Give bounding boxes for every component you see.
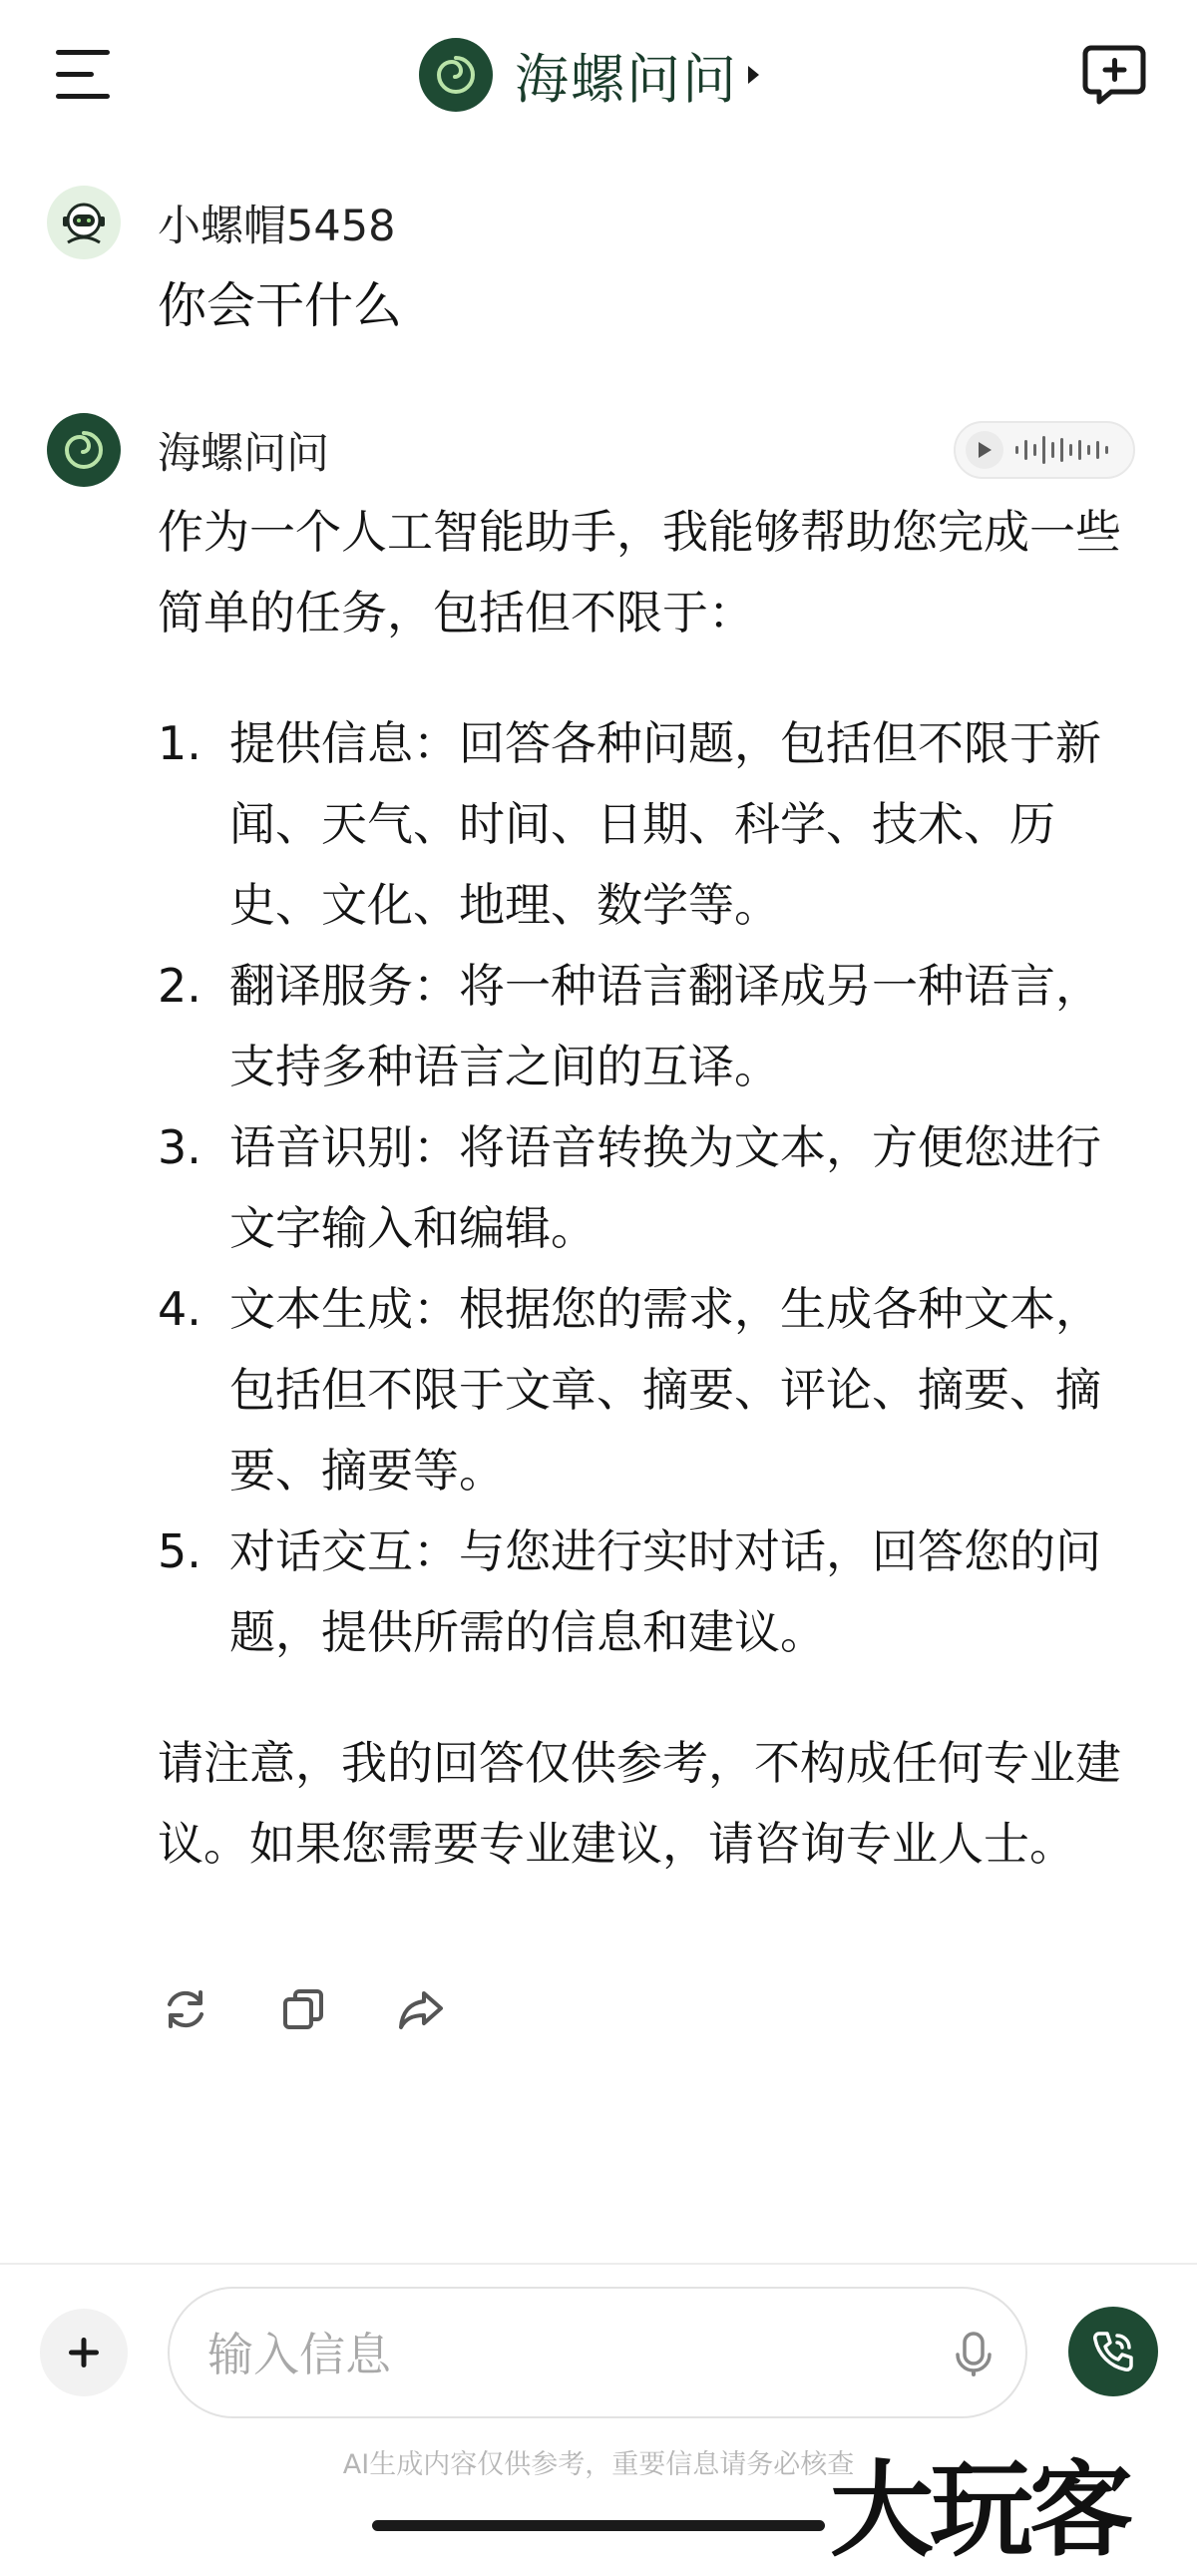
user-name: 小螺帽5458 [158,202,396,251]
conch-logo-icon [59,425,109,475]
copy-icon[interactable] [275,1981,331,2037]
answer-closing: 请注意，我的回答仅供参考，不构成任何专业建议。如果您需要专业建议，请咨询专业人士。 [158,1736,1121,1871]
composer-divider [0,2263,1197,2265]
new-chat-icon[interactable] [1077,38,1151,112]
message-actions [158,1981,511,2037]
user-avatar[interactable] [47,186,121,259]
list-item-text: 语音识别：将语音转换为文本，方便您进行文字输入和编辑。 [229,1120,1101,1255]
voice-call-button[interactable] [1068,2307,1158,2396]
plus-icon [66,2335,102,2370]
ai-disclaimer: AI生成内容仅供参考，重要信息请务必核查 [342,2449,855,2480]
play-icon [966,431,1003,469]
list-number: 2. [158,959,201,1013]
list-number: 4. [158,1282,201,1336]
caret-right-icon [748,66,759,84]
app-switcher[interactable] [419,35,759,115]
assistant-avatar[interactable] [47,413,121,487]
waveform-icon [1013,430,1123,470]
message-input[interactable] [205,2319,908,2390]
answer-intro: 作为一个人工智能助手，我能够帮助您完成一些简单的任务，包括但不限于： [158,505,1121,640]
assistant-name: 海螺问问 [158,429,329,479]
astronaut-icon [56,195,112,250]
message-input-box [168,2287,1027,2418]
list-item [158,1511,1137,1673]
user-message: 你会干什么 [158,277,403,334]
list-item-text: 翻译服务：将一种语言翻译成另一种语言，支持多种语言之间的互译。 [229,959,1101,1093]
read-aloud-button[interactable] [954,421,1135,479]
list-number: 1. [158,716,201,770]
add-attachment-button[interactable] [40,2309,128,2396]
list-item-text: 对话交互：与您进行实时对话，回答您的问题，提供所需的信息和建议。 [229,1524,1101,1659]
share-icon[interactable] [393,1981,449,2037]
conch-logo-icon [419,38,493,112]
list-item-text: 文本生成：根据您的需求，生成各种文本，包括但不限于文章、摘要、评论、摘要、摘要、摘要等。 [229,1282,1101,1498]
top-bar [0,0,1197,150]
list-item [158,1107,1137,1269]
list-item [158,946,1137,1107]
capability-list [158,703,1137,1673]
list-number: 3. [158,1120,201,1174]
list-item [158,1269,1137,1511]
list-item [158,703,1137,946]
app-title: 海螺问问 [515,47,738,111]
microphone-icon[interactable] [946,2327,1001,2382]
list-item-text: 提供信息：回答各种问题，包括但不限于新闻、天气、时间、日期、科学、技术、历史、文化、地理、数学等。 [229,716,1101,932]
watermark: 大玩客 [830,2448,1130,2571]
phone-icon [1089,2328,1137,2375]
list-number: 5. [158,1524,201,1578]
home-indicator [372,2520,825,2531]
regenerate-icon[interactable] [158,1981,213,2037]
hamburger-menu-icon[interactable] [48,40,118,110]
assistant-message [158,492,1137,1885]
